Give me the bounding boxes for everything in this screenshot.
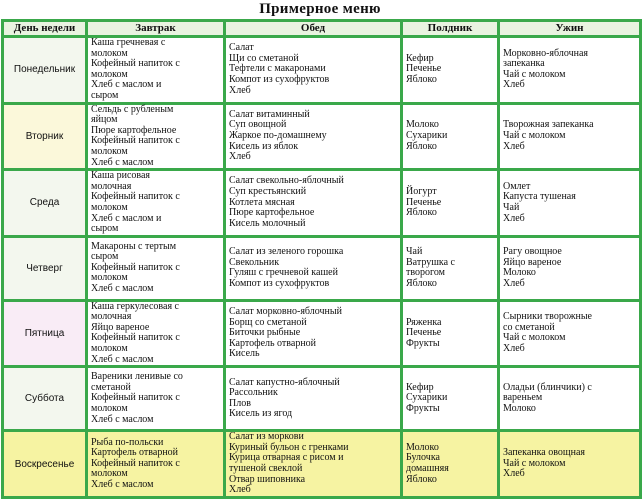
dinner-item: Омлет <box>503 180 531 192</box>
breakfast-item: Каша рисовая <box>91 170 151 182</box>
breakfast-item: Каша геркулесовая с <box>91 300 179 312</box>
lunch-cell <box>225 367 402 431</box>
breakfast-item: Яйцо вареное <box>91 321 150 333</box>
breakfast-cell <box>87 431 225 498</box>
day-cell: Понедельник <box>3 37 87 104</box>
day-cell: Вторник <box>3 103 87 170</box>
dinner-item: Хлеб <box>503 468 525 480</box>
breakfast-item: сыром <box>91 223 119 235</box>
lunch-item: Щи со сметаной <box>229 52 299 64</box>
snack-item: Фрукты <box>406 337 440 349</box>
dinner-item: Хлеб <box>503 277 525 289</box>
breakfast-item: молочная <box>91 180 132 192</box>
dinner-item: Чай <box>503 201 520 213</box>
snack-item: Яблоко <box>406 74 437 86</box>
lunch-item: Кисель из ягод <box>229 408 293 420</box>
breakfast-cell <box>87 37 225 104</box>
lunch-item: Салат из зеленого горошка <box>229 246 344 257</box>
lunch-item: Плов <box>229 397 251 409</box>
dinner-item: Чай с молоком <box>503 68 566 80</box>
snack-item: Яблоко <box>406 473 437 485</box>
breakfast-item: Кофейный напиток с <box>91 135 180 147</box>
header-row <box>3 21 641 37</box>
breakfast-item: яйцом <box>91 114 118 126</box>
lunch-item: тушеной свеклой <box>229 463 303 475</box>
snack-cell <box>402 300 499 367</box>
dinner-cell <box>499 300 641 367</box>
breakfast-cell <box>87 170 225 237</box>
dinner-item: Хлеб <box>503 212 525 224</box>
lunch-item: Кисель <box>229 348 260 360</box>
lunch-item: Отвар шиповника <box>229 473 306 485</box>
breakfast-item: молоком <box>91 47 128 59</box>
lunch-cell <box>225 170 402 237</box>
breakfast-item: Хлеб с маслом <box>91 353 154 365</box>
header-day: День недели <box>3 21 87 37</box>
dinner-cell <box>499 236 641 300</box>
breakfast-item: Хлеб с маслом <box>91 413 154 425</box>
snack-item: Чай <box>406 246 423 257</box>
day-cell: Среда <box>3 170 87 237</box>
dinner-item: Творожная запеканка <box>503 119 594 131</box>
lunch-item: Салат <box>229 42 254 54</box>
snack-item: Ряженка <box>406 316 442 328</box>
breakfast-item: Хлеб с маслом и <box>91 212 162 224</box>
dinner-item: Рагу овощное <box>503 246 562 257</box>
snack-item: Фрукты <box>406 403 440 415</box>
lunch-item: Рассольник <box>229 387 278 399</box>
dinner-item: вареньем <box>503 392 543 404</box>
breakfast-item: Каша гречневая с <box>91 37 166 48</box>
snack-item: Кефир <box>406 52 434 64</box>
dinner-item: Хлеб <box>503 140 525 152</box>
lunch-item: Борщ со сметаной <box>229 316 307 328</box>
snack-item: Яблоко <box>406 140 437 152</box>
dinner-item: Яйцо вареное <box>503 256 562 268</box>
snack-cell <box>402 431 499 498</box>
breakfast-item: молоком <box>91 201 128 213</box>
dinner-cell <box>499 431 641 498</box>
breakfast-item: Макароны с тертым <box>91 240 177 252</box>
dinner-item: Оладьи (блинчики) с <box>503 381 592 393</box>
snack-item: Йогурт <box>406 186 437 198</box>
lunch-item: Куриный бульон с гренками <box>229 441 349 453</box>
dinner-item: Молоко <box>503 267 536 279</box>
breakfast-item: Хлеб с маслом и <box>91 79 162 91</box>
snack-item: Яблоко <box>406 207 437 219</box>
breakfast-item: Кофейный напиток с <box>91 457 180 469</box>
breakfast-item: Картофель отварной <box>91 447 179 459</box>
breakfast-cell <box>87 367 225 431</box>
breakfast-item: Хлеб с маслом <box>91 283 154 295</box>
lunch-item: Хлеб <box>229 84 251 96</box>
day-cell: Воскресенье <box>3 431 87 498</box>
snack-cell <box>402 37 499 104</box>
dinner-item: Хлеб <box>503 343 525 355</box>
breakfast-item: Пюре картофельное <box>91 124 177 136</box>
dinner-cell <box>499 103 641 170</box>
breakfast-item: Вареники ленивые со <box>91 371 183 383</box>
page-title: Примерное меню <box>259 1 381 17</box>
breakfast-cell <box>87 236 225 300</box>
snack-cell <box>402 367 499 431</box>
dinner-cell <box>499 170 641 237</box>
breakfast-cell <box>87 300 225 367</box>
breakfast-item: Кофейный напиток с <box>91 58 180 70</box>
lunch-item: Кисель из яблок <box>229 140 299 152</box>
breakfast-item: сыром <box>91 251 119 263</box>
lunch-cell <box>225 103 402 170</box>
menu-row-friday <box>3 300 641 367</box>
dinner-item: Морковно-яблочная <box>503 47 588 59</box>
dinner-cell <box>499 37 641 104</box>
snack-item: Печенье <box>406 63 442 75</box>
snack-item: Молоко <box>406 441 439 453</box>
dinner-item: запеканка <box>503 58 545 70</box>
lunch-item: Салат витаминный <box>229 108 310 120</box>
breakfast-item: молоком <box>91 145 128 157</box>
breakfast-item: Сельдь с рубленым <box>91 103 174 115</box>
lunch-cell <box>225 236 402 300</box>
lunch-item: Суп крестьянский <box>229 186 307 198</box>
breakfast-item: молоком <box>91 68 128 80</box>
lunch-item: Хлеб <box>229 151 251 163</box>
breakfast-item: молоком <box>91 343 128 355</box>
breakfast-item: Рыба по-польски <box>91 436 164 448</box>
breakfast-item: Кофейный напиток с <box>91 261 180 273</box>
lunch-item: Биточки рыбные <box>229 327 301 339</box>
lunch-item: Кисель молочный <box>229 217 306 229</box>
lunch-item: Салат капустно-яблочный <box>229 376 340 388</box>
menu-row-thursday <box>3 236 641 300</box>
header-lunch: Обед <box>225 21 402 37</box>
day-cell: Пятница <box>3 300 87 367</box>
dinner-cell <box>499 367 641 431</box>
snack-item: Молоко <box>406 119 439 131</box>
lunch-item: Салат свекольно-яблочный <box>229 175 344 187</box>
breakfast-cell <box>87 103 225 170</box>
breakfast-item: молоком <box>91 403 128 415</box>
snack-cell <box>402 236 499 300</box>
lunch-item: Компот из сухофруктов <box>229 74 330 86</box>
breakfast-item: Кофейный напиток с <box>91 392 180 404</box>
lunch-item: Свекольник <box>229 256 280 268</box>
header-snack: Полдник <box>402 21 499 37</box>
snack-item: Сухарики <box>406 130 448 142</box>
menu-row-saturday <box>3 367 641 431</box>
dinner-item: со сметаной <box>503 321 555 333</box>
snack-item: Булочка <box>406 452 440 464</box>
breakfast-item: молочная <box>91 311 132 323</box>
dinner-item: Сырники творожные <box>503 311 592 323</box>
snack-item: Ватрушка с <box>406 256 455 268</box>
snack-item: Яблоко <box>406 277 437 289</box>
breakfast-item: Хлеб с маслом <box>91 156 154 168</box>
dinner-item: Чай с молоком <box>503 130 566 142</box>
menu-row-sunday <box>3 431 641 498</box>
lunch-item: Суп овощной <box>229 119 287 131</box>
breakfast-item: сметаной <box>91 381 131 393</box>
menu-row-tuesday <box>3 103 641 170</box>
breakfast-item: молоком <box>91 272 128 284</box>
menu-row-wednesday <box>3 170 641 237</box>
dinner-item: Чай с молоком <box>503 457 566 469</box>
lunch-item: Котлета мясная <box>229 196 295 208</box>
lunch-item: Тефтели с макаронами <box>229 63 326 75</box>
lunch-item: Пюре картофельное <box>229 207 315 219</box>
dinner-item: Капуста тушеная <box>503 191 576 203</box>
dinner-item: Чай с молоком <box>503 332 566 344</box>
snack-item: домашняя <box>406 463 449 475</box>
snack-item: Печенье <box>406 196 442 208</box>
breakfast-item: Кофейный напиток с <box>91 191 180 203</box>
header-breakfast: Завтрак <box>87 21 225 37</box>
day-cell: Четверг <box>3 236 87 300</box>
header-dinner: Ужин <box>499 21 641 37</box>
snack-item: Печенье <box>406 327 442 339</box>
snack-item: Сухарики <box>406 392 448 404</box>
lunch-cell <box>225 431 402 498</box>
snack-cell <box>402 170 499 237</box>
dinner-item: Хлеб <box>503 79 525 91</box>
lunch-item: Хлеб <box>229 484 251 496</box>
dinner-item: Запеканка овощная <box>503 447 585 459</box>
lunch-item: Салат морковно-яблочный <box>229 305 342 317</box>
breakfast-item: молоком <box>91 468 128 480</box>
lunch-item: Гуляш с гречневой кашей <box>229 267 338 279</box>
dinner-item: Молоко <box>503 403 536 415</box>
lunch-item: Картофель отварной <box>229 337 317 349</box>
breakfast-item: Кофейный напиток с <box>91 332 180 344</box>
snack-item: творогом <box>406 267 446 279</box>
snack-item: Кефир <box>406 381 434 393</box>
menu-row-monday <box>3 37 641 104</box>
snack-cell <box>402 103 499 170</box>
day-cell: Суббота <box>3 367 87 431</box>
breakfast-item: Хлеб с маслом <box>91 478 154 490</box>
lunch-item: Курица отварная с рисом и <box>229 452 344 464</box>
lunch-item: Компот из сухофруктов <box>229 277 330 289</box>
lunch-cell <box>225 300 402 367</box>
lunch-item: Салат из моркови <box>229 431 304 443</box>
menu-table <box>1 19 642 499</box>
lunch-item: Жаркое по-домашнему <box>229 130 327 142</box>
menu-body <box>3 37 641 498</box>
breakfast-item: сыром <box>91 89 119 101</box>
lunch-cell <box>225 37 402 104</box>
